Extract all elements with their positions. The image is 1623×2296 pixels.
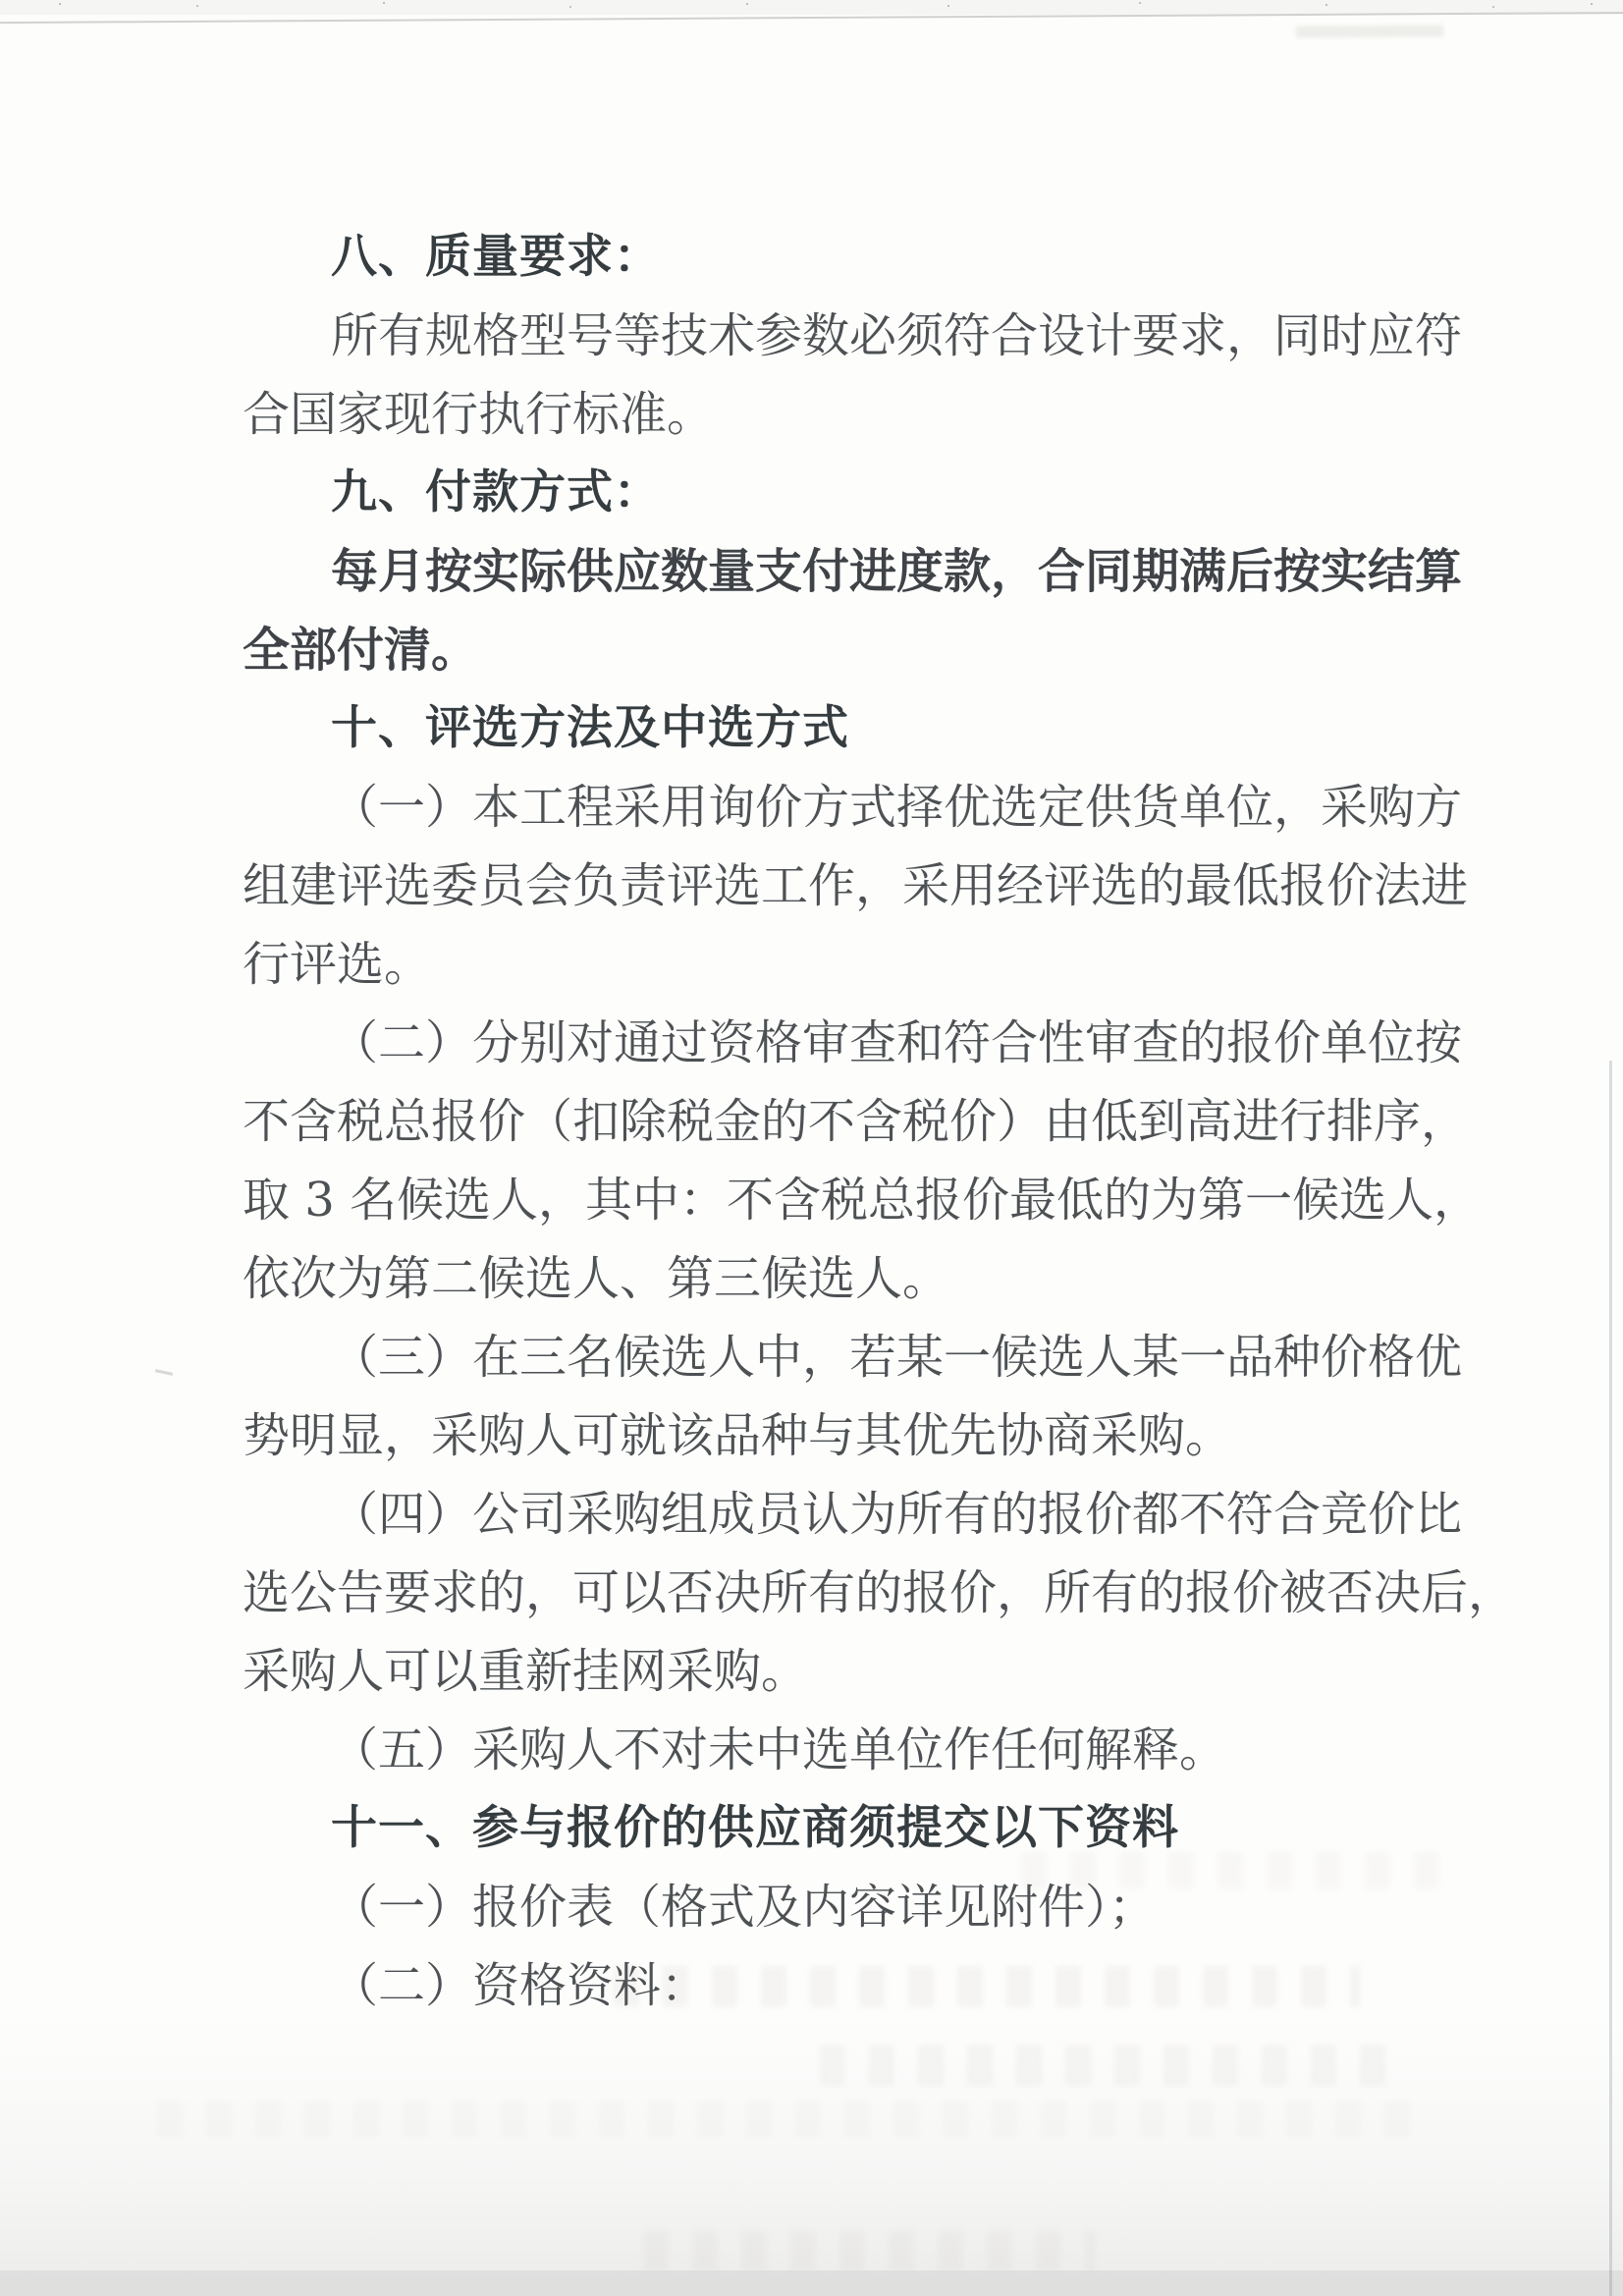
scan-bleedthrough-ghost bbox=[1021, 1852, 1443, 1889]
sec8-para-line-2: 合国家现行执行标准。 bbox=[243, 387, 715, 442]
sec8-para-line-1: 所有规格型号等技术参数必须符合设计要求，同时应符 bbox=[331, 308, 1463, 363]
sec10-item-2-line-2: 不含税总报价（扣除税金的不含税价）由低到高进行排序， bbox=[243, 1094, 1469, 1149]
section-10-heading: 十、评选方法及中选方式 bbox=[331, 701, 849, 755]
scan-bleedthrough-ghost bbox=[614, 1966, 1360, 2007]
section-8-heading: 八、质量要求： bbox=[331, 230, 661, 284]
sec10-item-2-line-3: 取 3 名候选人，其中：不含税总报价最低的为第一候选人， bbox=[243, 1173, 1482, 1228]
sec10-item-3-line-1: （三）在三名候选人中，若某一候选人某一品种价格优 bbox=[331, 1330, 1463, 1385]
scan-corner-blotch bbox=[1296, 25, 1443, 37]
document-text-block bbox=[243, 218, 1516, 2025]
section-11-heading: 十一、参与报价的供应商须提交以下资料 bbox=[331, 1801, 1179, 1855]
sec10-item-2-line-1: （二）分别对通过资格审查和符合性审查的报价单位按 bbox=[331, 1015, 1463, 1070]
sec10-item-1-line-1: （一）本工程采用询价方式择优选定供货单位，采购方 bbox=[331, 780, 1463, 835]
scan-left-tick bbox=[155, 1369, 173, 1376]
sec9-para-line-1: 每月按实际供应数量支付进度款，合同期满后按实结算 bbox=[331, 544, 1463, 599]
sec10-item-1-line-3: 行评选。 bbox=[243, 937, 432, 992]
sec11-item-2-line-1: （二）资格资料： bbox=[331, 1958, 709, 2013]
sec10-item-1-line-2: 组建评选委员会负责评选工作，采用经评选的最低报价法进 bbox=[243, 858, 1469, 913]
scan-bottom-shading bbox=[0, 2021, 1623, 2296]
sec10-item-4-line-1: （四）公司采购组成员认为所有的报价都不符合竞价比 bbox=[331, 1487, 1463, 1542]
sec10-item-5-line-1: （五）采购人不对未中选单位作任何解释。 bbox=[331, 1722, 1227, 1777]
scan-noise-specks bbox=[59, 3, 61, 5]
section-9-heading: 九、付款方式： bbox=[331, 465, 661, 519]
scan-bottom-edge bbox=[0, 2270, 1623, 2296]
sec10-item-4-line-2: 选公告要求的，可以否决所有的报价，所有的报价被否决后， bbox=[243, 1565, 1516, 1620]
sec11-item-1-line-1: （一）报价表（格式及内容详见附件）； bbox=[331, 1880, 1157, 1935]
sec10-item-4-line-3: 采购人可以重新挂网采购。 bbox=[243, 1644, 809, 1699]
sec10-item-3-line-2: 势明显，采购人可就该品种与其优先协商采购。 bbox=[243, 1408, 1233, 1463]
sec10-item-2-line-4: 依次为第二候选人、第三候选人。 bbox=[243, 1251, 950, 1306]
sec9-para-line-2: 全部付清。 bbox=[243, 623, 479, 678]
